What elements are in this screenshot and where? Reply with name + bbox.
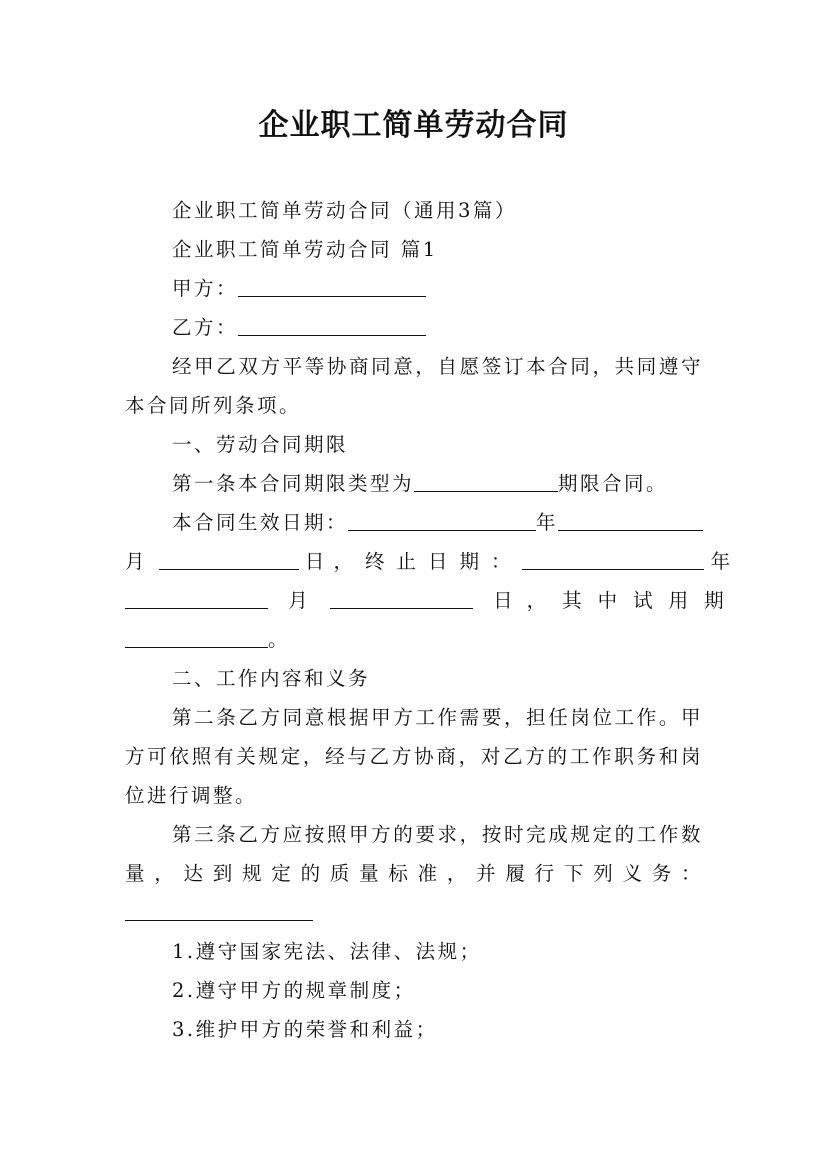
heading-2: 二、工作内容和义务	[172, 667, 371, 690]
intro-line-1: 经甲乙双方平等协商同意，自愿签订本合同，共同遵守	[172, 355, 703, 378]
duties-blank-line	[125, 900, 703, 926]
effective-date-label: 本合同生效日期：	[172, 511, 349, 534]
month-label: 月	[125, 550, 145, 573]
intro-line-2: 本合同所列条项。	[125, 394, 302, 417]
section-heading: 企业职工简单劳动合同 篇1	[172, 238, 438, 261]
article-2-line-1: 第二条乙方同意根据甲方工作需要，担任岗位工作。甲	[172, 706, 703, 729]
end-month-label: 月	[288, 589, 308, 612]
trial-period-blank	[125, 627, 268, 648]
document-title: 企业职工简单劳动合同	[258, 108, 569, 143]
day-label: 日	[304, 550, 334, 573]
end-year-blank	[522, 549, 704, 570]
article-1-suffix: 期限合同。	[558, 472, 669, 495]
article-2-line-2: 方可依照有关规定，经与乙方协商，对乙方的工作职务和岗	[125, 745, 703, 768]
subtitle: 企业职工简单劳动合同（通用3篇）	[172, 199, 517, 222]
list-item-3: 3.维护甲方的荣誉和利益；	[172, 1018, 438, 1041]
end-year-label: 年	[710, 550, 731, 573]
trial-period-label: ，其中试用期	[526, 589, 740, 612]
article-1-text: 第一条本合同期限类型为	[172, 472, 415, 495]
end-date-label: ，终止日期：	[333, 550, 523, 573]
party-b-blank	[238, 315, 426, 336]
article-3-line-1: 第三条乙方应按照甲方的要求，按时完成规定的工作数	[172, 823, 703, 846]
party-a-line	[172, 276, 703, 302]
article-2-line-3: 位进行调整。	[125, 784, 258, 807]
end-month-blank	[125, 588, 268, 609]
effective-month-blank	[558, 510, 703, 531]
effective-year-blank	[348, 510, 536, 531]
list-item-2: 2.遵守甲方的规章制度；	[172, 979, 416, 1002]
contract-type-blank	[414, 471, 558, 492]
trial-period-line	[125, 588, 740, 614]
party-a-label: 甲方：	[172, 277, 239, 300]
party-b-label: 乙方：	[172, 316, 239, 339]
end-day-blank	[330, 588, 473, 609]
year-label: 年	[536, 511, 559, 534]
article-3-line-2: 量，达到规定的质量标准，并履行下列义务：	[125, 862, 703, 885]
party-a-blank	[238, 276, 426, 297]
heading-1: 一、劳动合同期限	[172, 433, 349, 456]
trial-blank-line	[125, 627, 703, 653]
list-item-1: 1.遵守国家宪法、法律、法规；	[172, 940, 482, 963]
party-b-line	[172, 315, 703, 341]
trial-period-end: 。	[268, 628, 291, 651]
end-date-line	[125, 549, 731, 575]
effective-day-blank	[159, 549, 299, 570]
effective-date-line	[172, 510, 703, 536]
end-day-label: 日	[493, 589, 527, 612]
duties-blank	[125, 900, 313, 921]
article-1	[172, 471, 703, 497]
